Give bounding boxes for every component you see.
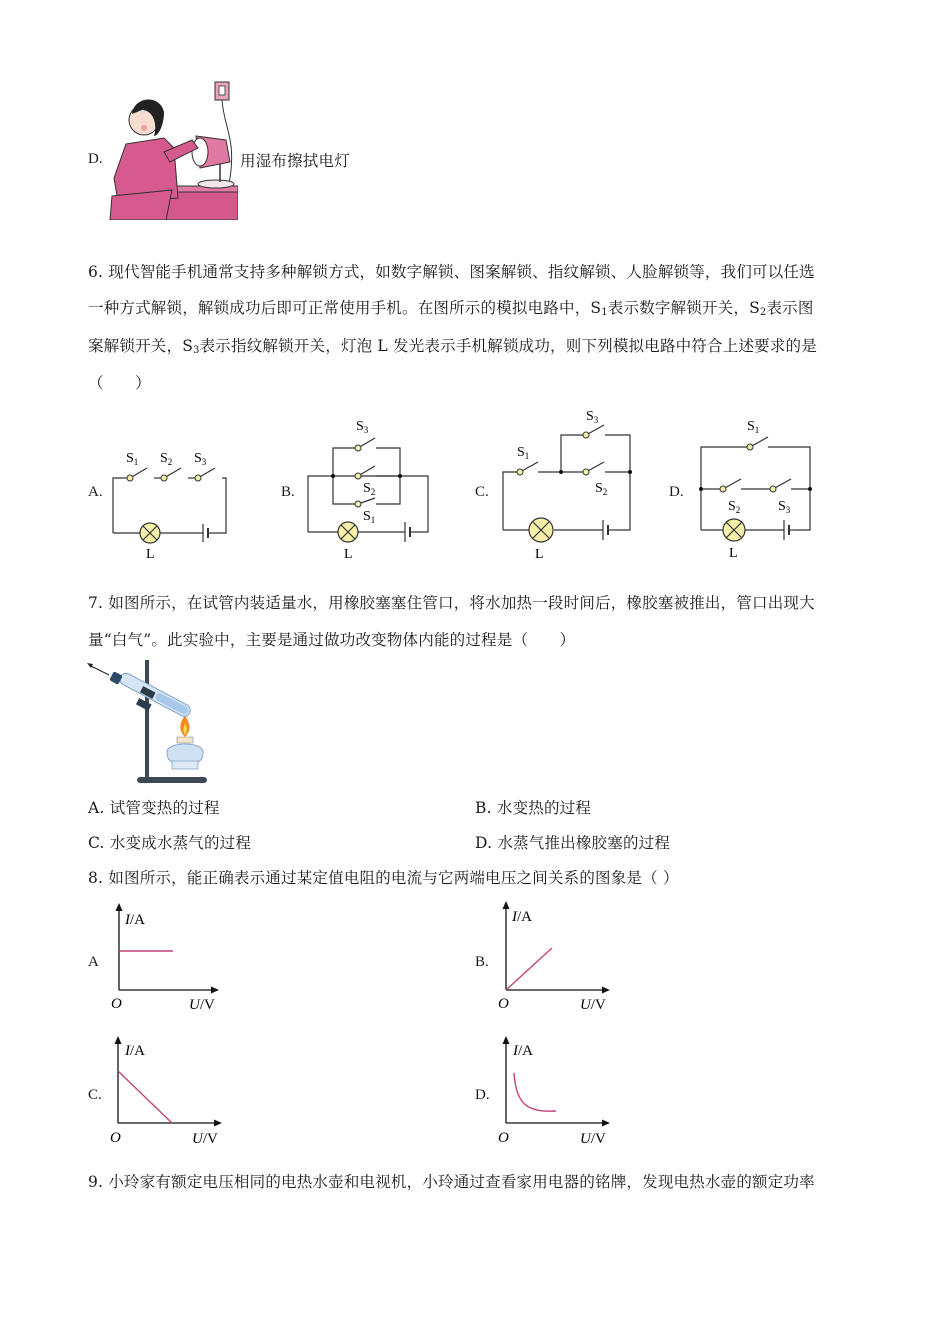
q6-line-2-part: 表示数字解锁开关，S [607, 299, 760, 317]
svg-text:S3: $S_3$ [778, 499, 791, 515]
girl-wiping-lamp-illustration [108, 78, 238, 220]
q7-option-b[interactable] [475, 798, 591, 818]
q6-line-2 [88, 298, 814, 323]
svg-text:S2: $S_2$ [595, 481, 608, 497]
graph-d-inverse-curve [492, 1033, 617, 1152]
option-label: D. [475, 834, 493, 852]
q6-line-3-part: 案解锁开关，S [88, 337, 194, 355]
q6-option-b-label: B. [281, 484, 295, 500]
q6-answer-bracket[interactable]: （ ） [88, 374, 151, 392]
q6-line-2-part: 一种方式解锁，解锁成功后即可正常使用手机。在图所示的模拟电路中，S [88, 299, 602, 317]
svg-text:S2: $S_2$ [728, 499, 741, 515]
q8-line: 8. 如图所示，能正确表示通过某定值电阻的电流与它两端电压之间关系的图象是（ ） [88, 869, 679, 887]
option-label: A. [88, 799, 105, 817]
graph-c-decreasing [104, 1033, 229, 1152]
circuit-b-diagram [300, 410, 440, 569]
svg-text:S1: $S_1$ [517, 445, 530, 461]
q6-line-3 [88, 336, 817, 361]
subscript: 3 [193, 345, 200, 356]
q9-line: 9. 小玲家有额定电压相同的电热水壶和电视机，小玲通过查看家用电器的铭牌，发现电热水壶的额定功率 [88, 1173, 815, 1191]
svg-text:O: O [110, 1130, 121, 1146]
graph-b-increasing [492, 898, 617, 1017]
q5-option-d-label: D. [88, 151, 103, 167]
q5-option-d-text: 用湿布擦拭电灯 [240, 152, 350, 170]
q8-option-a-label: A [88, 954, 99, 970]
option-label: B. [475, 799, 492, 817]
q8-option-c-label: C. [88, 1087, 102, 1103]
svg-text:U/V: U/V [189, 997, 215, 1013]
q6-line-1: 6. 现代智能手机通常支持多种解锁方式，如数字解锁、图案解锁、指纹解锁、人脸解锁等，我们可以任选 [88, 263, 815, 281]
svg-text:O: O [498, 1130, 509, 1146]
svg-text:L: L [535, 547, 544, 562]
q6-option-a-label: A. [88, 484, 103, 500]
svg-text:U/V: U/V [580, 1131, 606, 1147]
q6-line-2-part: 表示图 [766, 299, 814, 317]
svg-text:I/A: I/A [513, 1043, 533, 1059]
circuit-c-diagram [495, 400, 645, 569]
q7-option-d[interactable] [475, 833, 670, 853]
svg-text:L: L [344, 547, 353, 562]
q7-line-1: 7. 如图所示，在试管内装适量水，用橡胶塞塞住管口，将水加热一段时间后，橡胶塞被推出，管口出现大 [88, 594, 815, 612]
svg-text:U/V: U/V [580, 997, 606, 1013]
option-text: 水变成水蒸气的过程 [109, 834, 252, 852]
svg-text:S3: $S_3$ [356, 419, 369, 435]
q7-line-2: 量“白气”。此实验中，主要是通过做功改变物体内能的过程是（ ） [88, 631, 576, 649]
option-text: 试管变热的过程 [109, 799, 220, 817]
q7-option-c[interactable] [88, 833, 251, 853]
svg-text:S3: $S_3$ [194, 451, 207, 467]
option-label: C. [88, 834, 105, 852]
svg-text:I/A: I/A [125, 912, 145, 928]
svg-text:S2: $S_2$ [160, 451, 173, 467]
svg-text:S1: $S_1$ [747, 419, 760, 435]
svg-text:O: O [111, 996, 122, 1012]
option-text: 水蒸气推出橡胶塞的过程 [497, 834, 671, 852]
q8-option-d-label: D. [475, 1087, 490, 1103]
q6-option-c-label: C. [475, 484, 489, 500]
q6-line-3-part: 表示指纹解锁开关，灯泡 L 发光表示手机解锁成功，则下列模拟电路中符合上述要求的是 [199, 337, 817, 355]
option-text: 水变热的过程 [496, 799, 592, 817]
q8-option-b-label: B. [475, 954, 489, 970]
q6-option-d-label: D. [669, 484, 684, 500]
svg-text:S3: $S_3$ [586, 409, 599, 425]
svg-text:I/A: I/A [125, 1043, 145, 1059]
graph-a-horizontal [105, 900, 225, 1019]
q7-option-a[interactable] [88, 798, 220, 818]
svg-text:S1: $S_1$ [363, 509, 376, 525]
subscript: 2 [759, 307, 767, 318]
circuit-d-diagram [690, 410, 820, 569]
test-tube-heating-apparatus [85, 657, 215, 791]
svg-text:U/V: U/V [192, 1131, 218, 1147]
svg-text:L: L [146, 547, 155, 562]
svg-text:O: O [498, 996, 509, 1012]
svg-text:S2: $S_2$ [363, 481, 376, 497]
subscript: 1 [601, 307, 608, 318]
svg-text:S1: $S_1$ [126, 451, 139, 467]
circuit-a-diagram [100, 440, 240, 569]
svg-text:I/A: I/A [512, 909, 532, 925]
svg-text:L: L [729, 546, 738, 561]
